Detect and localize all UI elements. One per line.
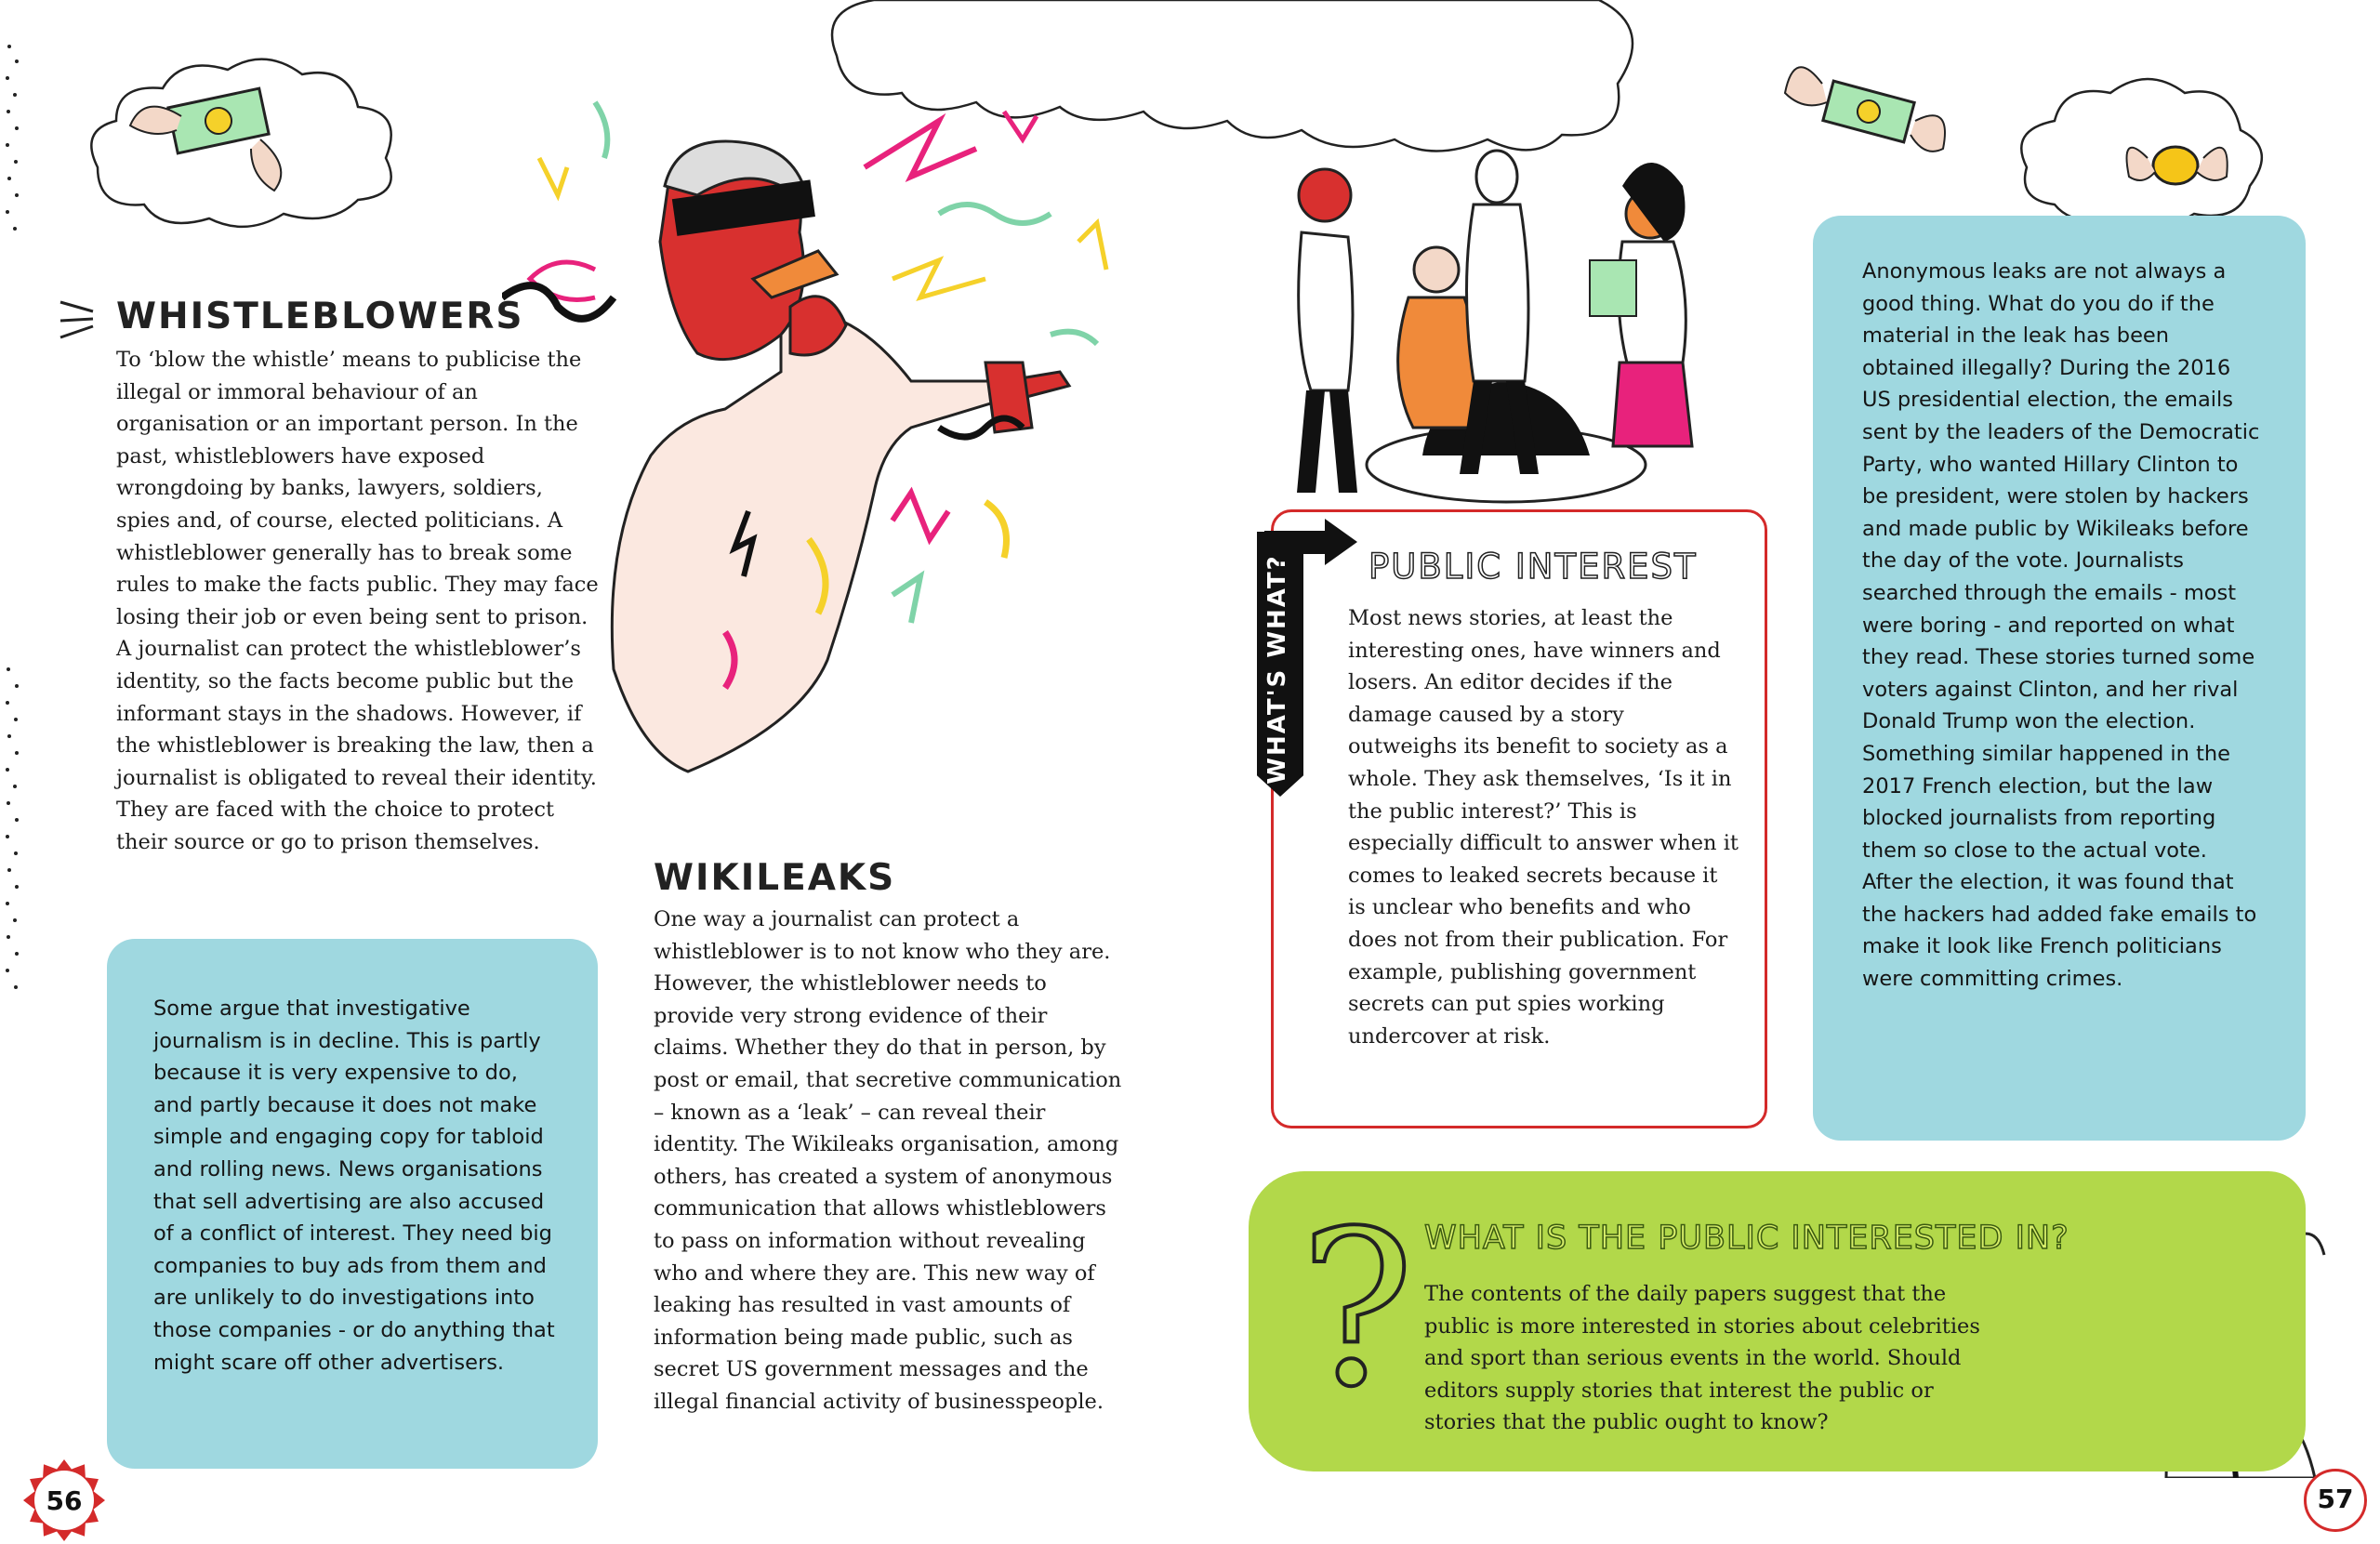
whistleblowers-heading: WHISTLEBLOWERS xyxy=(116,296,524,337)
whats-what-label: WHAT'S WHAT? xyxy=(1263,554,1291,785)
wikileaks-heading: WIKILEAKS xyxy=(654,857,896,899)
whistleblowers-body xyxy=(116,344,600,859)
investigative-decline-text: Some argue that investigative journalism is in decline. This is partly because it is very expensive to do, and partly because it does not make simple and engaging copy for tabloid and rolling news. News organisations that sell advertising are also accused of a conflict of interest. They need big companies to buy ads from them and are unlikely to do investigations into those companies - or do anything that might scare off other advertisers. xyxy=(153,996,555,1375)
flying-money-coin-illustration xyxy=(1757,28,2334,242)
public-interest-body: Most news stories, at least the interesting ones, have winners and losers. An editor decides if the damage caused by a story outweighs its benefit to society as a whole. They ask themselves, ‘Is it in the public interest?’ This is especially difficult to answer when it comes to leaked secrets because it is unclear who benefits and who does not from their publication. For example, publishing government secrets can put spies working undercover at risk. xyxy=(1348,606,1739,1049)
dotted-edge xyxy=(0,37,28,1041)
anonymous-leaks-text: Anonymous leaks are not always a good thing. What do you do if the material in the leak has been obtained illegally? During the 2016 US presidential election, the emails sent by the leaders of the Democratic Party, who wanted Hillary Clinton to be president, were stolen by hackers and made public by Wikileaks before the day of the vote. Journalists searched through the emails - most were boring - and reported on what they read. These stories turned some voters against Clinton, and her rival Donald Trump won the election. Something similar happened in the 2017 French election, but the law blocked journalists from reporting them so close to the actual vote. After the election, it was found that the hackers had added fake emails to make it look like French politicians were committing crimes. xyxy=(1862,259,2260,992)
question-mark-icon: ? xyxy=(1300,1186,1417,1434)
question-body: The contents of the daily papers suggest that the public is more interested in stories about celebrities and sport than serious events in the world. Should editors supply stories that interest the public or stories that the public ought to know? xyxy=(1424,1282,1980,1435)
page-number-right: 57 xyxy=(2317,1484,2354,1514)
heading-accent-marks xyxy=(56,293,102,339)
flying-money-cloud-illustration xyxy=(79,37,414,242)
page-number-left: 56 xyxy=(46,1485,83,1516)
people-sharing-money-illustration xyxy=(1274,149,1739,521)
question-heading: WHAT IS THE PUBLIC INTERESTED IN? xyxy=(1424,1220,2069,1257)
whistleblowers-paragraph: To ‘blow the whistle’ means to publicise the illegal or immoral behaviour of an organisation or an important person. In the past, whistleblowers have exposed wrongdoing by banks, lawyers, soldiers, spies and, of course, elected politicians. A whistleblower generally has to break some rules to make the facts public. They may face losing their job or even being sent to prison. A journalist can protect the whistleblower’s identity, so the facts become public but the informant stays in the shadows. However, if the whistleblower is breaking the law, then a journalist is obligated to reveal their identity. They are faced with the choice to protect their source or go to prison themselves. xyxy=(116,348,599,854)
public-interest-heading: PUBLIC INTEREST xyxy=(1368,547,1698,587)
wikileaks-body: One way a journalist can protect a whistleblower is to not know who they are. However, the whistleblower needs to provide very strong evidence of their claims. Whether they do that in person, by post or email, that secretive communication – known as a ‘leak’ – can reveal their identity. The Wikileaks organisation, among others, has created a system of anonymous communication that allows whistleblowers to pass on information without revealing who and where they are. This new way of leaking has resulted in vast amounts of information being made public, such as secret US government messages and the illegal financial activity of businesspeople. xyxy=(654,907,1122,1414)
